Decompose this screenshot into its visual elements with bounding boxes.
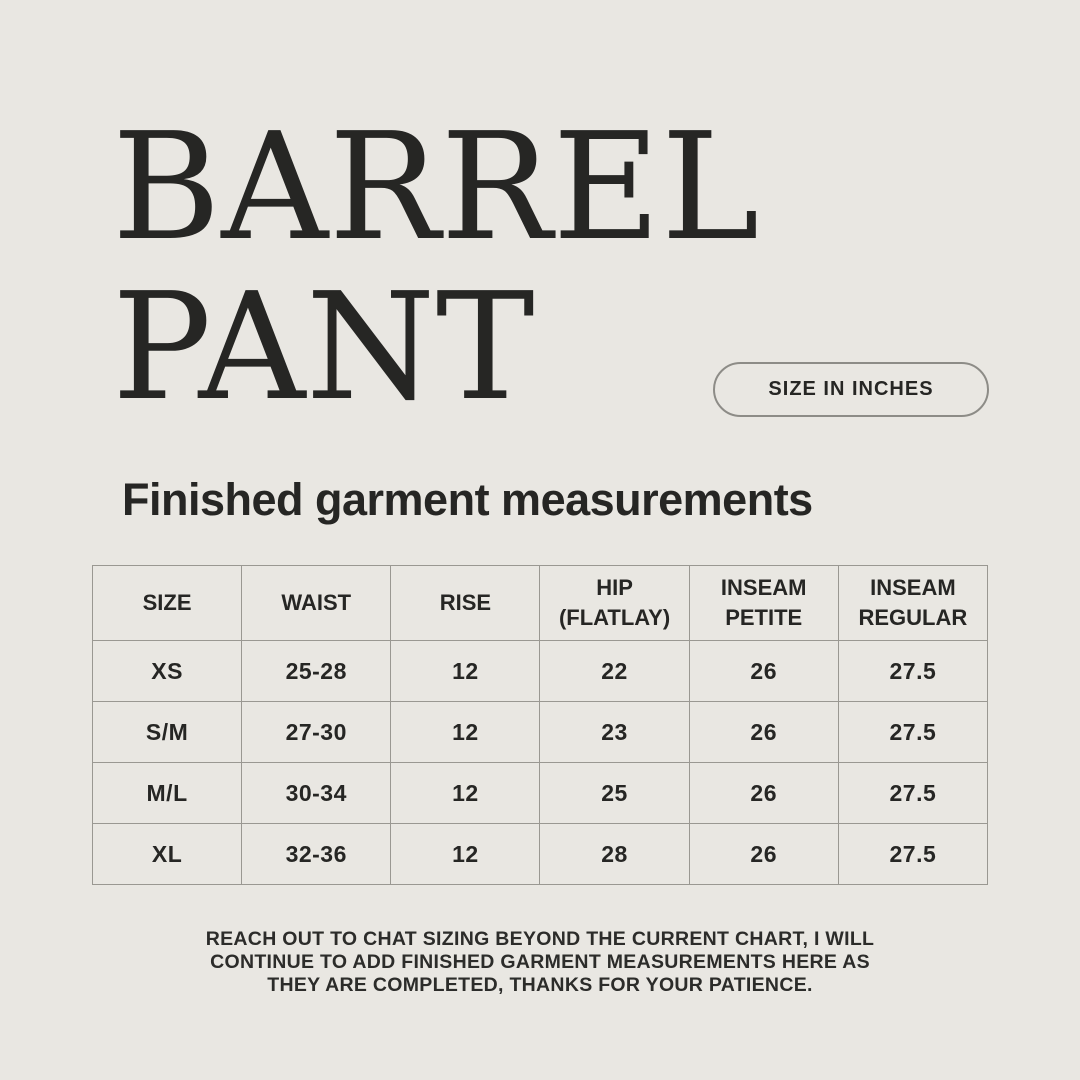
cell-hip: 25 bbox=[540, 763, 689, 824]
cell-size: XS bbox=[93, 641, 242, 702]
footer-note-line3: THEY ARE COMPLETED, THANKS FOR YOUR PATIENCE. bbox=[267, 973, 813, 996]
table-header-row bbox=[93, 566, 988, 641]
cell-inseam-regular: 27.5 bbox=[838, 641, 987, 702]
cell-rise: 12 bbox=[391, 702, 540, 763]
cell-size: XL bbox=[93, 824, 242, 885]
footer-note bbox=[0, 928, 1080, 996]
page-title-line1: BARREL bbox=[112, 101, 760, 273]
column-header-inseam-regular: INSEAM REGULAR bbox=[838, 566, 987, 641]
cell-waist: 30-34 bbox=[242, 763, 391, 824]
size-unit-badge-label: SIZE IN INCHES bbox=[768, 378, 934, 400]
cell-inseam-petite: 26 bbox=[689, 763, 838, 824]
cell-rise: 12 bbox=[391, 641, 540, 702]
cell-inseam-regular: 27.5 bbox=[838, 763, 987, 824]
cell-inseam-petite: 26 bbox=[689, 702, 838, 763]
size-chart-table bbox=[92, 565, 988, 885]
table-header bbox=[93, 566, 988, 641]
column-header-size: SIZE bbox=[93, 566, 242, 641]
cell-waist: 25-28 bbox=[242, 641, 391, 702]
table-body bbox=[93, 641, 988, 885]
cell-waist: 32-36 bbox=[242, 824, 391, 885]
column-header-rise: RISE bbox=[391, 566, 540, 641]
cell-hip: 28 bbox=[540, 824, 689, 885]
cell-inseam-petite: 26 bbox=[689, 824, 838, 885]
cell-inseam-regular: 27.5 bbox=[838, 702, 987, 763]
footer-note-line1: REACH OUT TO CHAT SIZING BEYOND THE CURRENT CHART, I WILL bbox=[205, 928, 875, 950]
size-unit-badge bbox=[713, 362, 989, 417]
page-title bbox=[112, 101, 760, 433]
table-row-ml bbox=[93, 763, 988, 824]
cell-size: S/M bbox=[93, 702, 242, 763]
cell-inseam-regular: 27.5 bbox=[838, 824, 987, 885]
column-header-inseam-petite: INSEAM PETITE bbox=[689, 566, 838, 641]
column-header-hip-flatlay: HIP (FLATLAY) bbox=[540, 566, 689, 641]
subtitle: Finished garment measurements bbox=[122, 474, 813, 525]
footer-note-line2: CONTINUE TO ADD FINISHED GARMENT MEASUREMENTS HERE AS bbox=[210, 950, 870, 973]
cell-inseam-petite: 26 bbox=[689, 641, 838, 702]
cell-rise: 12 bbox=[391, 824, 540, 885]
table-row-sm bbox=[93, 702, 988, 763]
table-row-xs bbox=[93, 641, 988, 702]
cell-size: M/L bbox=[93, 763, 242, 824]
table-row-xl bbox=[93, 824, 988, 885]
cell-waist: 27-30 bbox=[242, 702, 391, 763]
cell-hip: 23 bbox=[540, 702, 689, 763]
page-title-line2: PANT bbox=[112, 260, 536, 433]
cell-rise: 12 bbox=[391, 763, 540, 824]
column-header-waist: WAIST bbox=[242, 566, 391, 641]
cell-hip: 22 bbox=[540, 641, 689, 702]
